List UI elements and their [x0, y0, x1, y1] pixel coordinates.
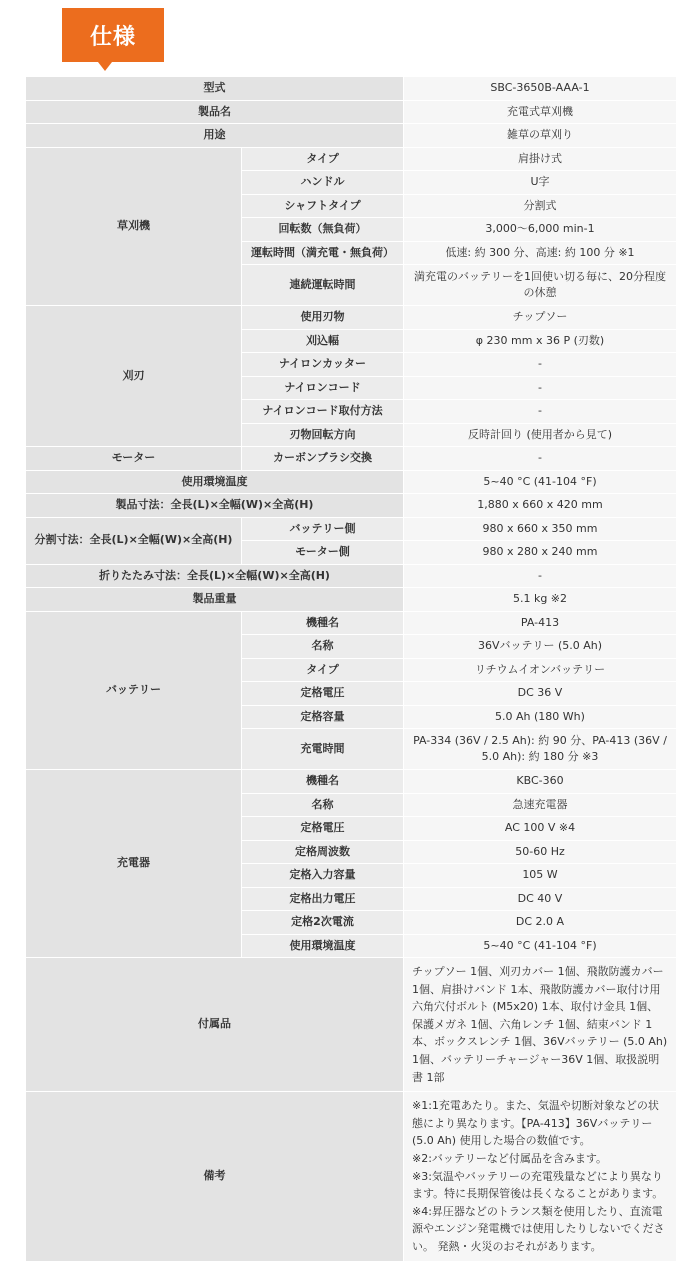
label-handle: ハンドル: [242, 171, 404, 195]
value-charger-secondary: DC 2.0 A: [404, 911, 677, 935]
row-battery-model: [26, 611, 677, 635]
value-rotation: 反時計回り (使用者から見て): [404, 423, 677, 447]
row-weight: [26, 588, 677, 612]
label-accessories: 付属品: [26, 958, 404, 1092]
row-blade: [26, 306, 677, 330]
label-env-temp: 使用環境温度: [26, 470, 404, 494]
group-charger: 充電器: [26, 770, 242, 958]
value-continuous: 満充電のバッテリーを1回使い切る毎に、20分程度の休憩: [404, 265, 677, 306]
row-notes: [26, 1092, 677, 1261]
value-charger-voltage: AC 100 V ※4: [404, 817, 677, 841]
spec-table: [25, 76, 677, 1262]
label-battery-voltage: 定格電圧: [242, 682, 404, 706]
value-blade: チップソー: [404, 306, 677, 330]
label-folded: 折りたたみ寸法：全長(L)×全幅(W)×全高(H): [26, 564, 404, 588]
label-notes: 備考: [26, 1092, 404, 1261]
value-battery-type: リチウムイオンバッテリー: [404, 658, 677, 682]
value-rpm: 3,000～6,000 min-1: [404, 218, 677, 242]
label-blade: 使用刃物: [242, 306, 404, 330]
value-battery-voltage: DC 36 V: [404, 682, 677, 706]
value-charger-output: DC 40 V: [404, 887, 677, 911]
label-dims: 製品寸法：全長(L)×全幅(W)×全高(H): [26, 494, 404, 518]
value-accessories: チップソー 1個、刈刃カバー 1個、飛散防護カバー 1個、肩掛けバンド 1本、飛散防護カバー取付け用六角穴付ボルト (M5x20) 1本、取付け金具 1個、保護メガネ 1個、六角レンチ 1個、結束バンド 1本、ボックスレンチ 1個、36Vバッテリー (5.0 Ah) 1個、バッテリーチャージャー36V 1個、取扱説明書 1部: [404, 958, 677, 1092]
row-use: [26, 124, 677, 148]
label-battery-name: 名称: [242, 635, 404, 659]
note-4: ※4:昇圧器などのトランス類を使用したり、直流電源やエンジン発電機では使用したりしないでください。 発熱・火災のおそれがあります。: [412, 1204, 665, 1253]
value-env-temp: 5~40 °C (41-104 °F): [404, 470, 677, 494]
value-runtime: 低速: 約 300 分、高速: 約 100 分 ※1: [404, 241, 677, 265]
row-accessories: [26, 958, 677, 1092]
label-charger-secondary: 定格2次電流: [242, 911, 404, 935]
row-env-temp: [26, 470, 677, 494]
value-charger-name: 急速充電器: [404, 793, 677, 817]
label-battery-capacity: 定格容量: [242, 705, 404, 729]
value-weight: 5.1 kg ※2: [404, 588, 677, 612]
value-battery-name: 36Vバッテリー (5.0 Ah): [404, 635, 677, 659]
value-dims: 1,880 x 660 x 420 mm: [404, 494, 677, 518]
label-mower-type: タイプ: [242, 147, 404, 171]
row-dims: [26, 494, 677, 518]
row-split-battery: [26, 517, 677, 541]
row-product-name: [26, 100, 677, 124]
group-mower: 草刈機: [26, 147, 242, 306]
row-motor: [26, 447, 677, 471]
label-charger-output: 定格出力電圧: [242, 887, 404, 911]
label-rpm: 回転数（無負荷）: [242, 218, 404, 242]
row-charger-model: [26, 770, 677, 794]
label-shaft: シャフトタイプ: [242, 194, 404, 218]
value-use: 雑草の草刈り: [404, 124, 677, 148]
label-battery-type: タイプ: [242, 658, 404, 682]
value-shaft: 分割式: [404, 194, 677, 218]
value-charger-model: KBC-360: [404, 770, 677, 794]
row-mower-type: [26, 147, 677, 171]
label-charger-voltage: 定格電圧: [242, 817, 404, 841]
value-notes: [404, 1092, 677, 1261]
value-folded: -: [404, 564, 677, 588]
section-title: 仕様: [89, 24, 136, 50]
label-continuous: 連続運転時間: [242, 265, 404, 306]
value-battery-model: PA-413: [404, 611, 677, 635]
value-model: SBC-3650B-AAA-1: [404, 77, 677, 101]
label-charger-input: 定格入力容量: [242, 864, 404, 888]
label-motor-side: モーター側: [242, 541, 404, 565]
value-cut-width: φ 230 mm x 36 P (刃数): [404, 329, 677, 353]
row-model: [26, 77, 677, 101]
label-product-name: 製品名: [26, 100, 404, 124]
label-charger-model: 機種名: [242, 770, 404, 794]
label-brush: カーボンブラシ交換: [242, 447, 404, 471]
value-charge-time: PA-334 (36V / 2.5 Ah): 約 90 分、PA-413 (36V / 5.0 Ah): 約 180 分 ※3: [404, 729, 677, 770]
row-folded: [26, 564, 677, 588]
label-use: 用途: [26, 124, 404, 148]
label-rotation: 刃物回転方向: [242, 423, 404, 447]
value-nylon-cutter: -: [404, 353, 677, 377]
section-title-tag: [62, 8, 164, 62]
label-runtime: 運転時間（満充電・無負荷）: [242, 241, 404, 265]
note-1: ※1:1充電あたり。また、気温や切断対象などの状態により異なります。【PA-413】36Vバッテリー (5.0 Ah) 使用した場合の数値です。: [412, 1099, 659, 1148]
label-weight: 製品重量: [26, 588, 404, 612]
value-brush: -: [404, 447, 677, 471]
value-product-name: 充電式草刈機: [404, 100, 677, 124]
tag-pointer: [98, 62, 112, 71]
value-battery-capacity: 5.0 Ah (180 Wh): [404, 705, 677, 729]
label-charger-name: 名称: [242, 793, 404, 817]
value-handle: U字: [404, 171, 677, 195]
label-nylon-cutter: ナイロンカッター: [242, 353, 404, 377]
value-nylon-cord: -: [404, 376, 677, 400]
value-mower-type: 肩掛け式: [404, 147, 677, 171]
label-battery-model: 機種名: [242, 611, 404, 635]
note-2: ※2:バッテリーなど付属品を含みます。: [412, 1151, 608, 1165]
value-charger-freq: 50-60 Hz: [404, 840, 677, 864]
value-battery-side: 980 x 660 x 350 mm: [404, 517, 677, 541]
label-battery-side: バッテリー側: [242, 517, 404, 541]
value-charger-input: 105 W: [404, 864, 677, 888]
label-cut-width: 刈込幅: [242, 329, 404, 353]
label-charger-env-temp: 使用環境温度: [242, 934, 404, 958]
group-blade: 刈刃: [26, 306, 242, 447]
label-charge-time: 充電時間: [242, 729, 404, 770]
group-motor: モーター: [26, 447, 242, 471]
group-split: 分割寸法：全長(L)×全幅(W)×全高(H): [26, 517, 242, 564]
value-motor-side: 980 x 280 x 240 mm: [404, 541, 677, 565]
label-charger-freq: 定格周波数: [242, 840, 404, 864]
value-nylon-mount: -: [404, 400, 677, 424]
note-3: ※3:気温やバッテリーの充電残量などにより異なります。特に長期保管後は長くなることがあります。: [412, 1169, 664, 1201]
value-charger-env-temp: 5~40 °C (41-104 °F): [404, 934, 677, 958]
label-nylon-cord: ナイロンコード: [242, 376, 404, 400]
group-battery: バッテリー: [26, 611, 242, 770]
label-model: 型式: [26, 77, 404, 101]
label-nylon-mount: ナイロンコード取付方法: [242, 400, 404, 424]
